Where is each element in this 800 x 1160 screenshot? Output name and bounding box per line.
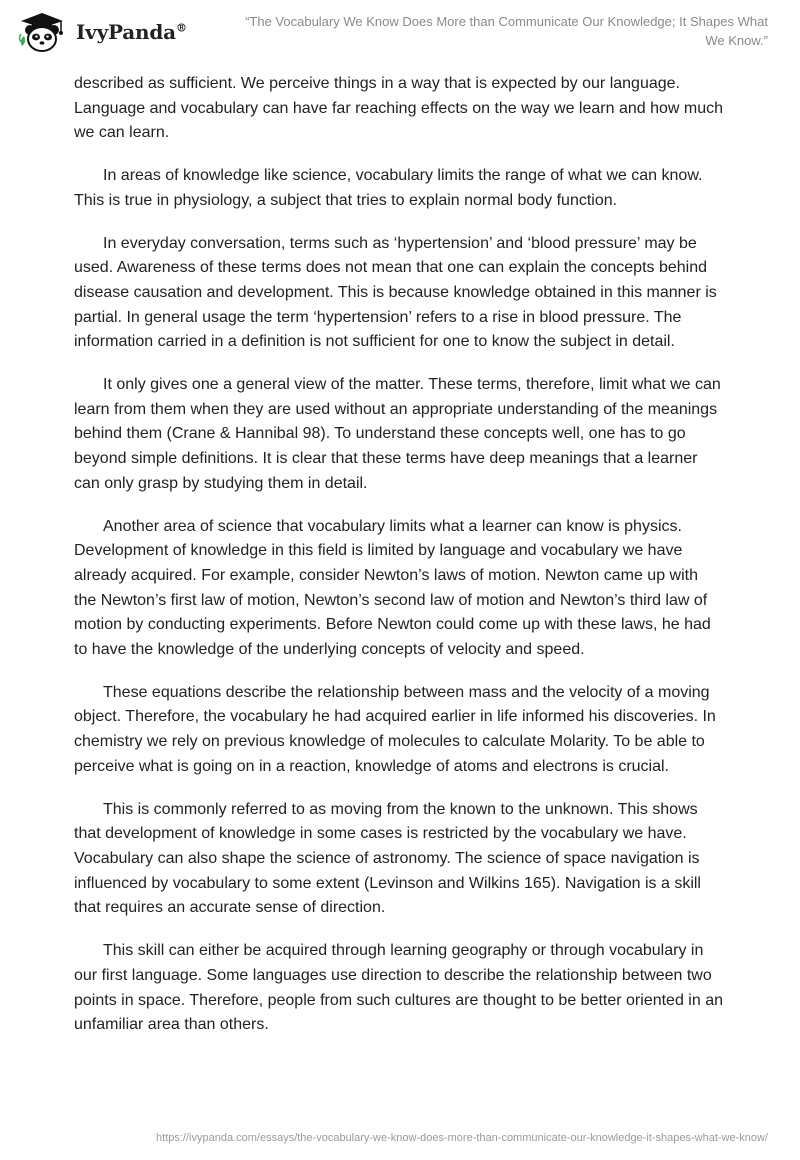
panda-graduation-icon (16, 12, 68, 52)
ivypanda-logo[interactable] (16, 12, 187, 52)
paragraph: These equations describe the relationship between mass and the velocity of a moving object. Therefore, the vocabulary he had acquired earlier in life informed his discoveries. In chemistry we rely on previous knowledge of molecules to calculate Molarity. To be able to perceive what is going on in a reaction, knowledge of atoms and electrons is crucial. (74, 683, 716, 775)
paragraph: In everyday conversation, terms such as ‘hypertension’ and ‘blood pressure’ may be used. Awareness of these terms does not mean that one can explain the concepts behind disease causation and development. This is because knowledge obtained in this manner is partial. In general usage the term ‘hypertension’ refers to a rise in blood pressure. The information carried in a definition is not sufficient for one to know the subject in detail. (74, 234, 717, 351)
paragraph: In areas of knowledge like science, vocabulary limits the range of what we can know. This is true in physiology, a subject that tries to explain normal body function. (74, 167, 703, 209)
paragraph: Another area of science that vocabulary limits what a learner can know is physics. Development of knowledge in this field is limited by language and vocabulary we have already acquired. For example, consider Newton’s laws of motion. Newton came up with the Newton’s first law of motion, Newton’s second law of motion and Newton’s third law of motion by conducting experiments. Before Newton could come up with these laws, he had to have the knowledge of the underlying concepts of velocity and speed. (74, 517, 711, 659)
essay-body (74, 72, 724, 1056)
paragraph: It only gives one a general view of the matter. These terms, therefore, limit what we can learn from them when they are used without an appropriate understanding of the meanings behind them (Crane & Hannibal 98). To understand these concepts well, one has to go beyond simple definitions. It is clear that these terms have deep meanings that a learner can only grasp by studying them in detail. (74, 376, 721, 492)
source-url-link[interactable]: https://ivypanda.com/essays/the-vocabulary-we-know-does-more-than-communicate-our-knowledge-it-shapes-what-we-know/ (156, 1132, 768, 1144)
paragraph: This is commonly referred to as moving from the known to the unknown. This shows that development of knowledge in some cases is restricted by the vocabulary we have. Vocabulary can also shape the science of astronomy. The science of space navigation is influenced by vocabulary to some extent (Levinson and Wilkins 165). Navigation is a skill that requires an accurate sense of direction. (74, 800, 701, 917)
page-header (0, 0, 800, 70)
paragraph: described as sufficient. We perceive things in a way that is expected by our language. Language and vocabulary can have far reaching effects on the way we learn and how much we can learn. (74, 75, 724, 142)
brand-name: IvyPanda® (76, 20, 187, 44)
document-title: “The Vocabulary We Know Does More than Communicate Our Knowledge; It Shapes What We Know.” (245, 14, 768, 48)
paragraph: This skill can either be acquired through learning geography or through vocabulary in our first language. Some languages use direction to describe the relationship between two points in space. Therefore, people from such cultures are thought to be better oriented in an unfamiliar area than others. (74, 942, 723, 1034)
